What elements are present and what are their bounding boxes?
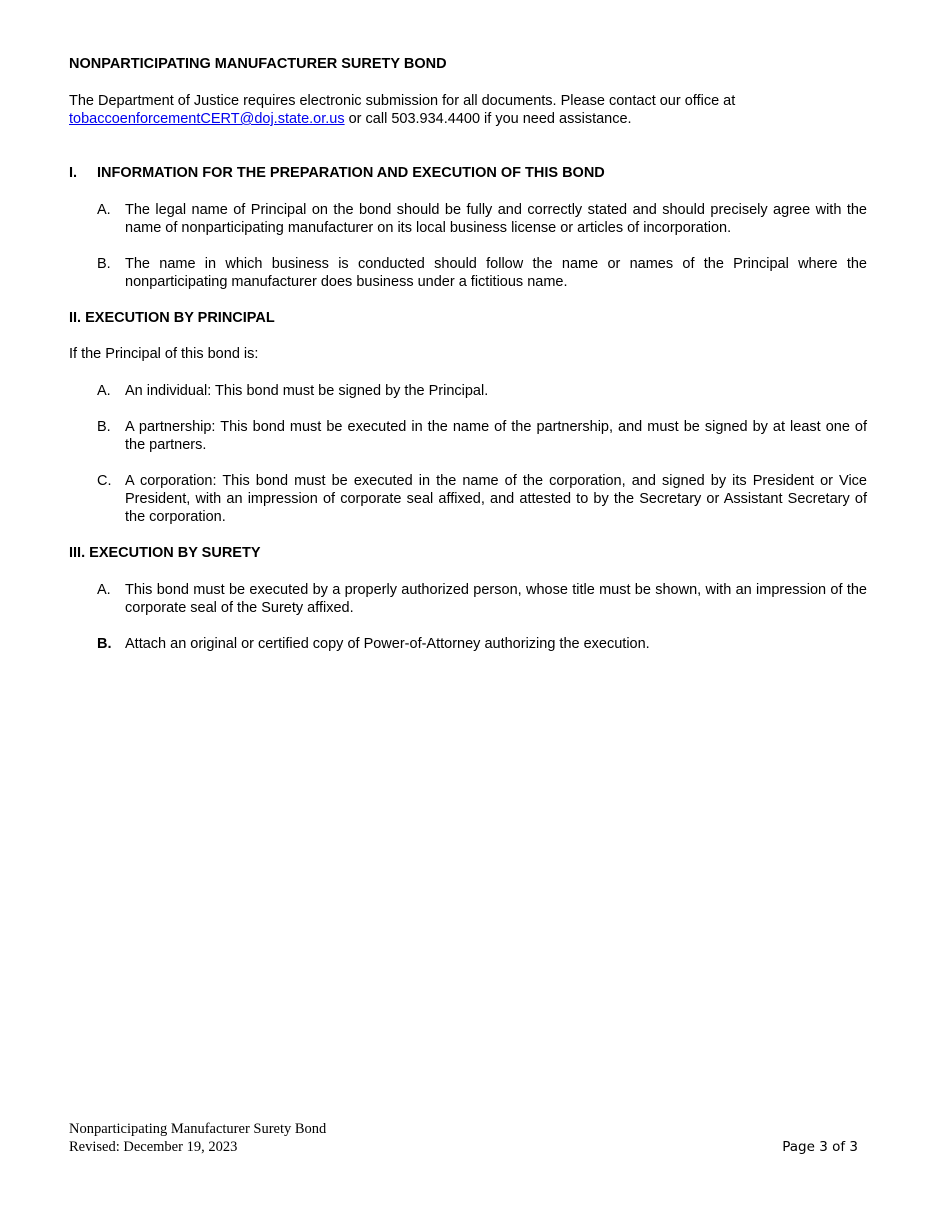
item-marker: B. bbox=[97, 419, 111, 435]
item-marker: B. bbox=[97, 256, 111, 272]
list-item bbox=[69, 472, 867, 526]
intro-paragraph bbox=[69, 92, 867, 128]
item-text: An individual: This bond must be signed by the Principal. bbox=[125, 383, 489, 399]
section-2-lead: If the Principal of this bond is: bbox=[69, 346, 259, 362]
list-item bbox=[69, 581, 867, 617]
item-text: The legal name of Principal on the bond should be fully and correctly stated and should precisely agree with the name of nonparticipating manufacturer on its local business license or articles of incorporation. bbox=[125, 202, 867, 236]
document-title: NONPARTICIPATING MANUFACTURER SURETY BOND bbox=[69, 56, 447, 72]
section-2-heading: II. EXECUTION BY PRINCIPAL bbox=[69, 310, 275, 326]
page-number: Page 3 of 3 bbox=[782, 1139, 858, 1155]
item-text: A corporation: This bond must be executed in the name of the corporation, and signed by its President or Vice President, with an impression of corporate seal affixed, and attested to by the Secretary or Assistant Secretary of the corporation. bbox=[125, 473, 867, 525]
intro-text: The Department of Justice requires electronic submission for all documents. Please contact our office at bbox=[69, 93, 736, 109]
item-text: This bond must be executed by a properly authorized person, whose title must be shown, with an impression of the corporate seal of the Surety affixed. bbox=[125, 582, 867, 616]
section-1-heading bbox=[69, 164, 867, 182]
section-1-list bbox=[69, 201, 867, 291]
list-item bbox=[69, 635, 867, 653]
item-text: The name in which business is conducted should follow the name or names of the Principal where the nonparticipating manufacturer does business under a fictitious name. bbox=[125, 256, 867, 290]
section-3-heading: III. EXECUTION BY SURETY bbox=[69, 545, 261, 561]
item-marker: C. bbox=[97, 473, 112, 489]
footer-revised-date: Revised: December 19, 2023 bbox=[69, 1139, 238, 1155]
footer-doc-name: Nonparticipating Manufacturer Surety Bond bbox=[69, 1121, 327, 1137]
list-item bbox=[69, 382, 867, 400]
item-marker: A. bbox=[97, 202, 111, 218]
list-item bbox=[69, 255, 867, 291]
section-1-number: I. bbox=[69, 165, 78, 181]
footer-info bbox=[69, 1120, 326, 1156]
document-body bbox=[69, 55, 867, 671]
section-2-list bbox=[69, 382, 867, 526]
item-text: Attach an original or certified copy of Power-of-Attorney authorizing the execution. bbox=[125, 636, 650, 652]
section-1-title: INFORMATION FOR THE PREPARATION AND EXECUTION OF THIS BOND bbox=[97, 165, 605, 181]
item-text: A partnership: This bond must be executed in the name of the partnership, and must be signed by at least one of the partners. bbox=[125, 419, 867, 453]
intro-text-end: or call 503.934.4400 if you need assistance. bbox=[344, 111, 632, 127]
section-3-list bbox=[69, 581, 867, 653]
list-item bbox=[69, 418, 867, 454]
email-link[interactable]: tobaccoenforcementCERT@doj.state.or.us bbox=[69, 111, 345, 127]
list-item bbox=[69, 201, 867, 237]
item-marker: B. bbox=[97, 636, 112, 652]
item-marker: A. bbox=[97, 383, 111, 399]
item-marker: A. bbox=[97, 582, 111, 598]
